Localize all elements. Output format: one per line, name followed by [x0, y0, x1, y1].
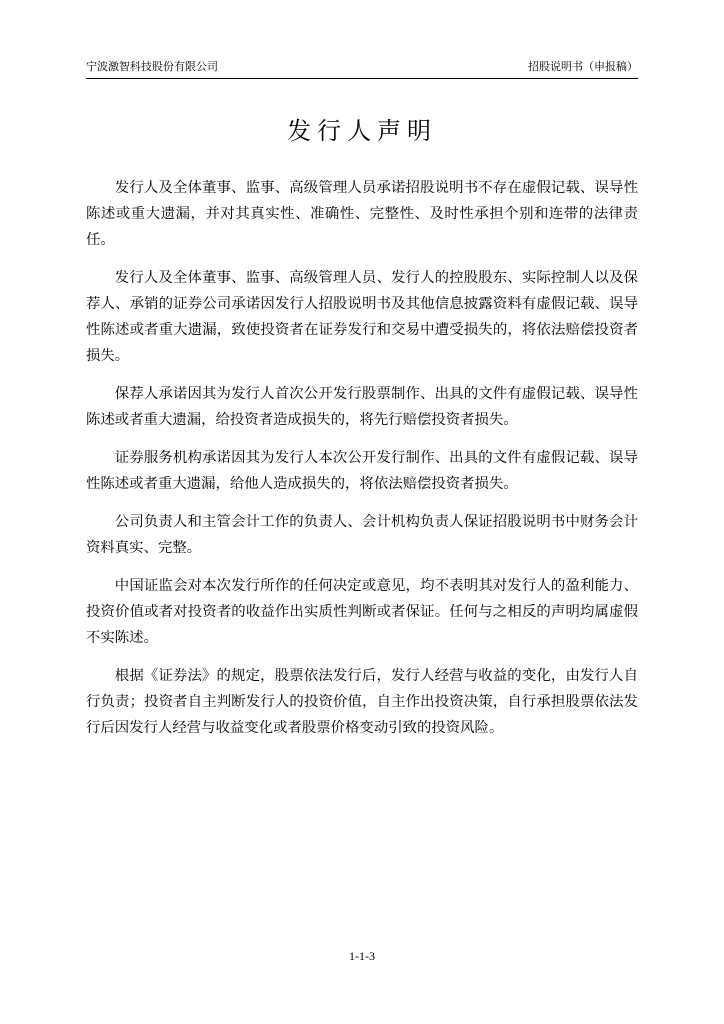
- statement-paragraph: 公司负责人和主管会计工作的负责人、会计机构负责人保证招股说明书中财务会计资料真实、完整。: [86, 514, 638, 556]
- header-document-name: 招股说明书（申报稿）: [528, 60, 638, 73]
- statement-paragraph: 证券服务机构承诺因其为发行人本次公开发行制作、出具的文件有虚假记载、误导性陈述或者重大遗漏，给他人造成损失的，将依法赔偿投资者损失。: [86, 450, 638, 492]
- header-company-name: 宁波激智科技股份有限公司: [86, 60, 218, 73]
- page-header: [86, 58, 638, 79]
- statement-paragraph: 发行人及全体董事、监事、高级管理人员承诺招股说明书不存在虚假记载、误导性陈述或重大遗漏，并对其真实性、准确性、完整性、及时性承担个别和连带的法律责任。: [86, 180, 638, 248]
- statement-paragraph: 根据《证券法》的规定，股票依法发行后，发行人经营与收益的变化，由发行人自行负责；投资者自主判断发行人的投资价值，自主作出投资决策，自行承担股票依法发行后因发行人经营与收益变化或者股票价格变动引致的投资风险。: [86, 668, 638, 736]
- statement-paragraph: 发行人及全体董事、监事、高级管理人员、发行人的控股股东、实际控制人以及保荐人、承销的证券公司承诺因发行人招股说明书及其他信息披露资料有虚假记载、误导性陈述或者重大遗漏，致使投资者在证券发行和交易中遭受损失的，将依法赔偿投资者损失。: [86, 270, 638, 364]
- statement-body: [86, 175, 638, 753]
- page-title: 发行人声明: [287, 117, 437, 145]
- page-number: 1-1-3: [349, 949, 375, 963]
- statement-paragraph: 保荐人承诺因其为发行人首次公开发行股票制作、出具的文件有虚假记载、误导性陈述或者重大遗漏，给投资者造成损失的，将先行赔偿投资者损失。: [86, 386, 638, 428]
- statement-paragraph: 中国证监会对本次发行所作的任何决定或意见，均不表明其对发行人的盈利能力、投资价值或者对投资者的收益作出实质性判断或者保证。任何与之相反的声明均属虚假不实陈述。: [86, 578, 638, 646]
